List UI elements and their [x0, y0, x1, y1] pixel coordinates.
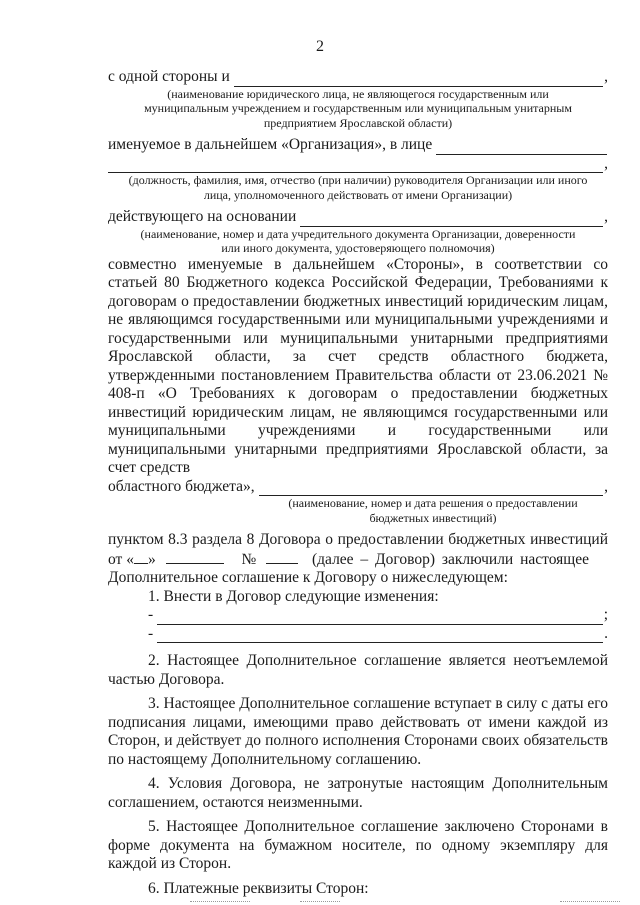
document-body — [108, 68, 608, 898]
organization-name-line — [108, 68, 608, 87]
decision-line — [108, 478, 608, 497]
punctuation: , — [604, 68, 608, 85]
main-paragraph: совместно именуемые в дальнейшем «Стороны», в соответствии со статьей 80 Бюджетного кодекса Российской Федерации, Требованиями к договорам о предоставлении бюджетных инвестиций юридическим лицам, не являющимся государственными или муниципальными учреждениями и государственными или муниципальными унитарными предприятиями Ярославской области, за счет средств областного бюджета, утвержденными постановлением Правительства области от 23.06.2021 № 408-п «О Требованиях к договорам о предоставлении бюджетных инвестиций юридическим лицам, не являющимся государственными или муниципальными учреждениями и государственными или муниципальными унитарными предприятиями Ярославской области, за счет средств — [108, 255, 608, 476]
representative-line-2 — [108, 155, 608, 174]
item-1: 1. Внести в Договор следующие изменения: — [148, 587, 439, 605]
authority-basis-blank — [300, 212, 603, 227]
organization-name-caption: (наименование юридического лица, не являющегося государственным или муниципальным учреждением и государственным или муниципальным унитарным предприятием Ярославской области) — [144, 86, 572, 130]
change-blank-2 — [157, 628, 603, 643]
parties-intro-text: с одной стороны и — [108, 68, 230, 85]
representative-line — [108, 136, 608, 155]
change-item-1: - ; — [148, 606, 608, 623]
change-blank-1 — [157, 610, 603, 625]
organization-alias-text: именуемое в дальнейшем «Организация», в лице — [108, 136, 433, 153]
punctuation: , — [604, 208, 608, 225]
punctuation: , — [604, 154, 608, 172]
month-year-blank — [166, 550, 224, 564]
contract-reference-line: пунктом 8.3 раздела 8 Договора о предоставлении бюджетных инвестиций — [108, 531, 608, 548]
representative-blank — [436, 140, 607, 155]
item-6: 6. Платежные реквизиты Сторон: — [148, 879, 369, 897]
authority-basis-line — [108, 208, 608, 227]
agreement-intro-line: Дополнительное соглашение к Договору о нижеследующем: — [108, 569, 508, 586]
decision-caption: (наименование, номер и дата решения о предоставлении бюджетных инвестиций) — [288, 496, 578, 525]
page-number: 2 — [316, 38, 324, 55]
authority-basis-caption: (наименование, номер и дата учредительного документа Организации, доверенности или иного документа, удостоверяющего полномочия) — [140, 226, 576, 255]
item-2: 2. Настоящее Дополнительное соглашение является неотъемлемой частью Договора. — [108, 652, 608, 688]
decision-prefix-text: областного бюджета», — [108, 477, 255, 495]
authority-basis-text: действующего на основании — [108, 208, 297, 225]
decision-blank — [259, 481, 604, 496]
item-3: 3. Настоящее Дополнительное соглашение вступает в силу с даты его подписания лицами, имеющими право действовать от имени каждой из Сторон, и действует до полного исполнения Сторонами своих обязательств по настоящему Дополнительному соглашению. — [108, 695, 608, 768]
item-4: 4. Условия Договора, не затронутые настоящим Дополнительным соглашением, остаются неизменными. — [108, 775, 608, 811]
day-blank — [134, 550, 148, 564]
punctuation: , — [604, 477, 608, 495]
contract-number-blank — [266, 550, 298, 564]
page-bottom-edge — [0, 901, 640, 902]
organization-name-blank — [234, 72, 603, 87]
change-item-2: - . — [148, 624, 608, 642]
item-5: 5. Настоящее Дополнительное соглашение заключено Сторонами в форме документа на бумажном носителе, по одному экземпляру для каждой из Сторон. — [108, 818, 608, 872]
contract-date-line: от « » № (далее – Договор) заключили настоящее — [108, 550, 590, 568]
representative-caption: (должность, фамилия, имя, отчество (при наличии) руководителя Организации или иного лица, уполномоченного действовать от имени Организации) — [128, 173, 588, 202]
representative-blank-2 — [108, 158, 603, 173]
